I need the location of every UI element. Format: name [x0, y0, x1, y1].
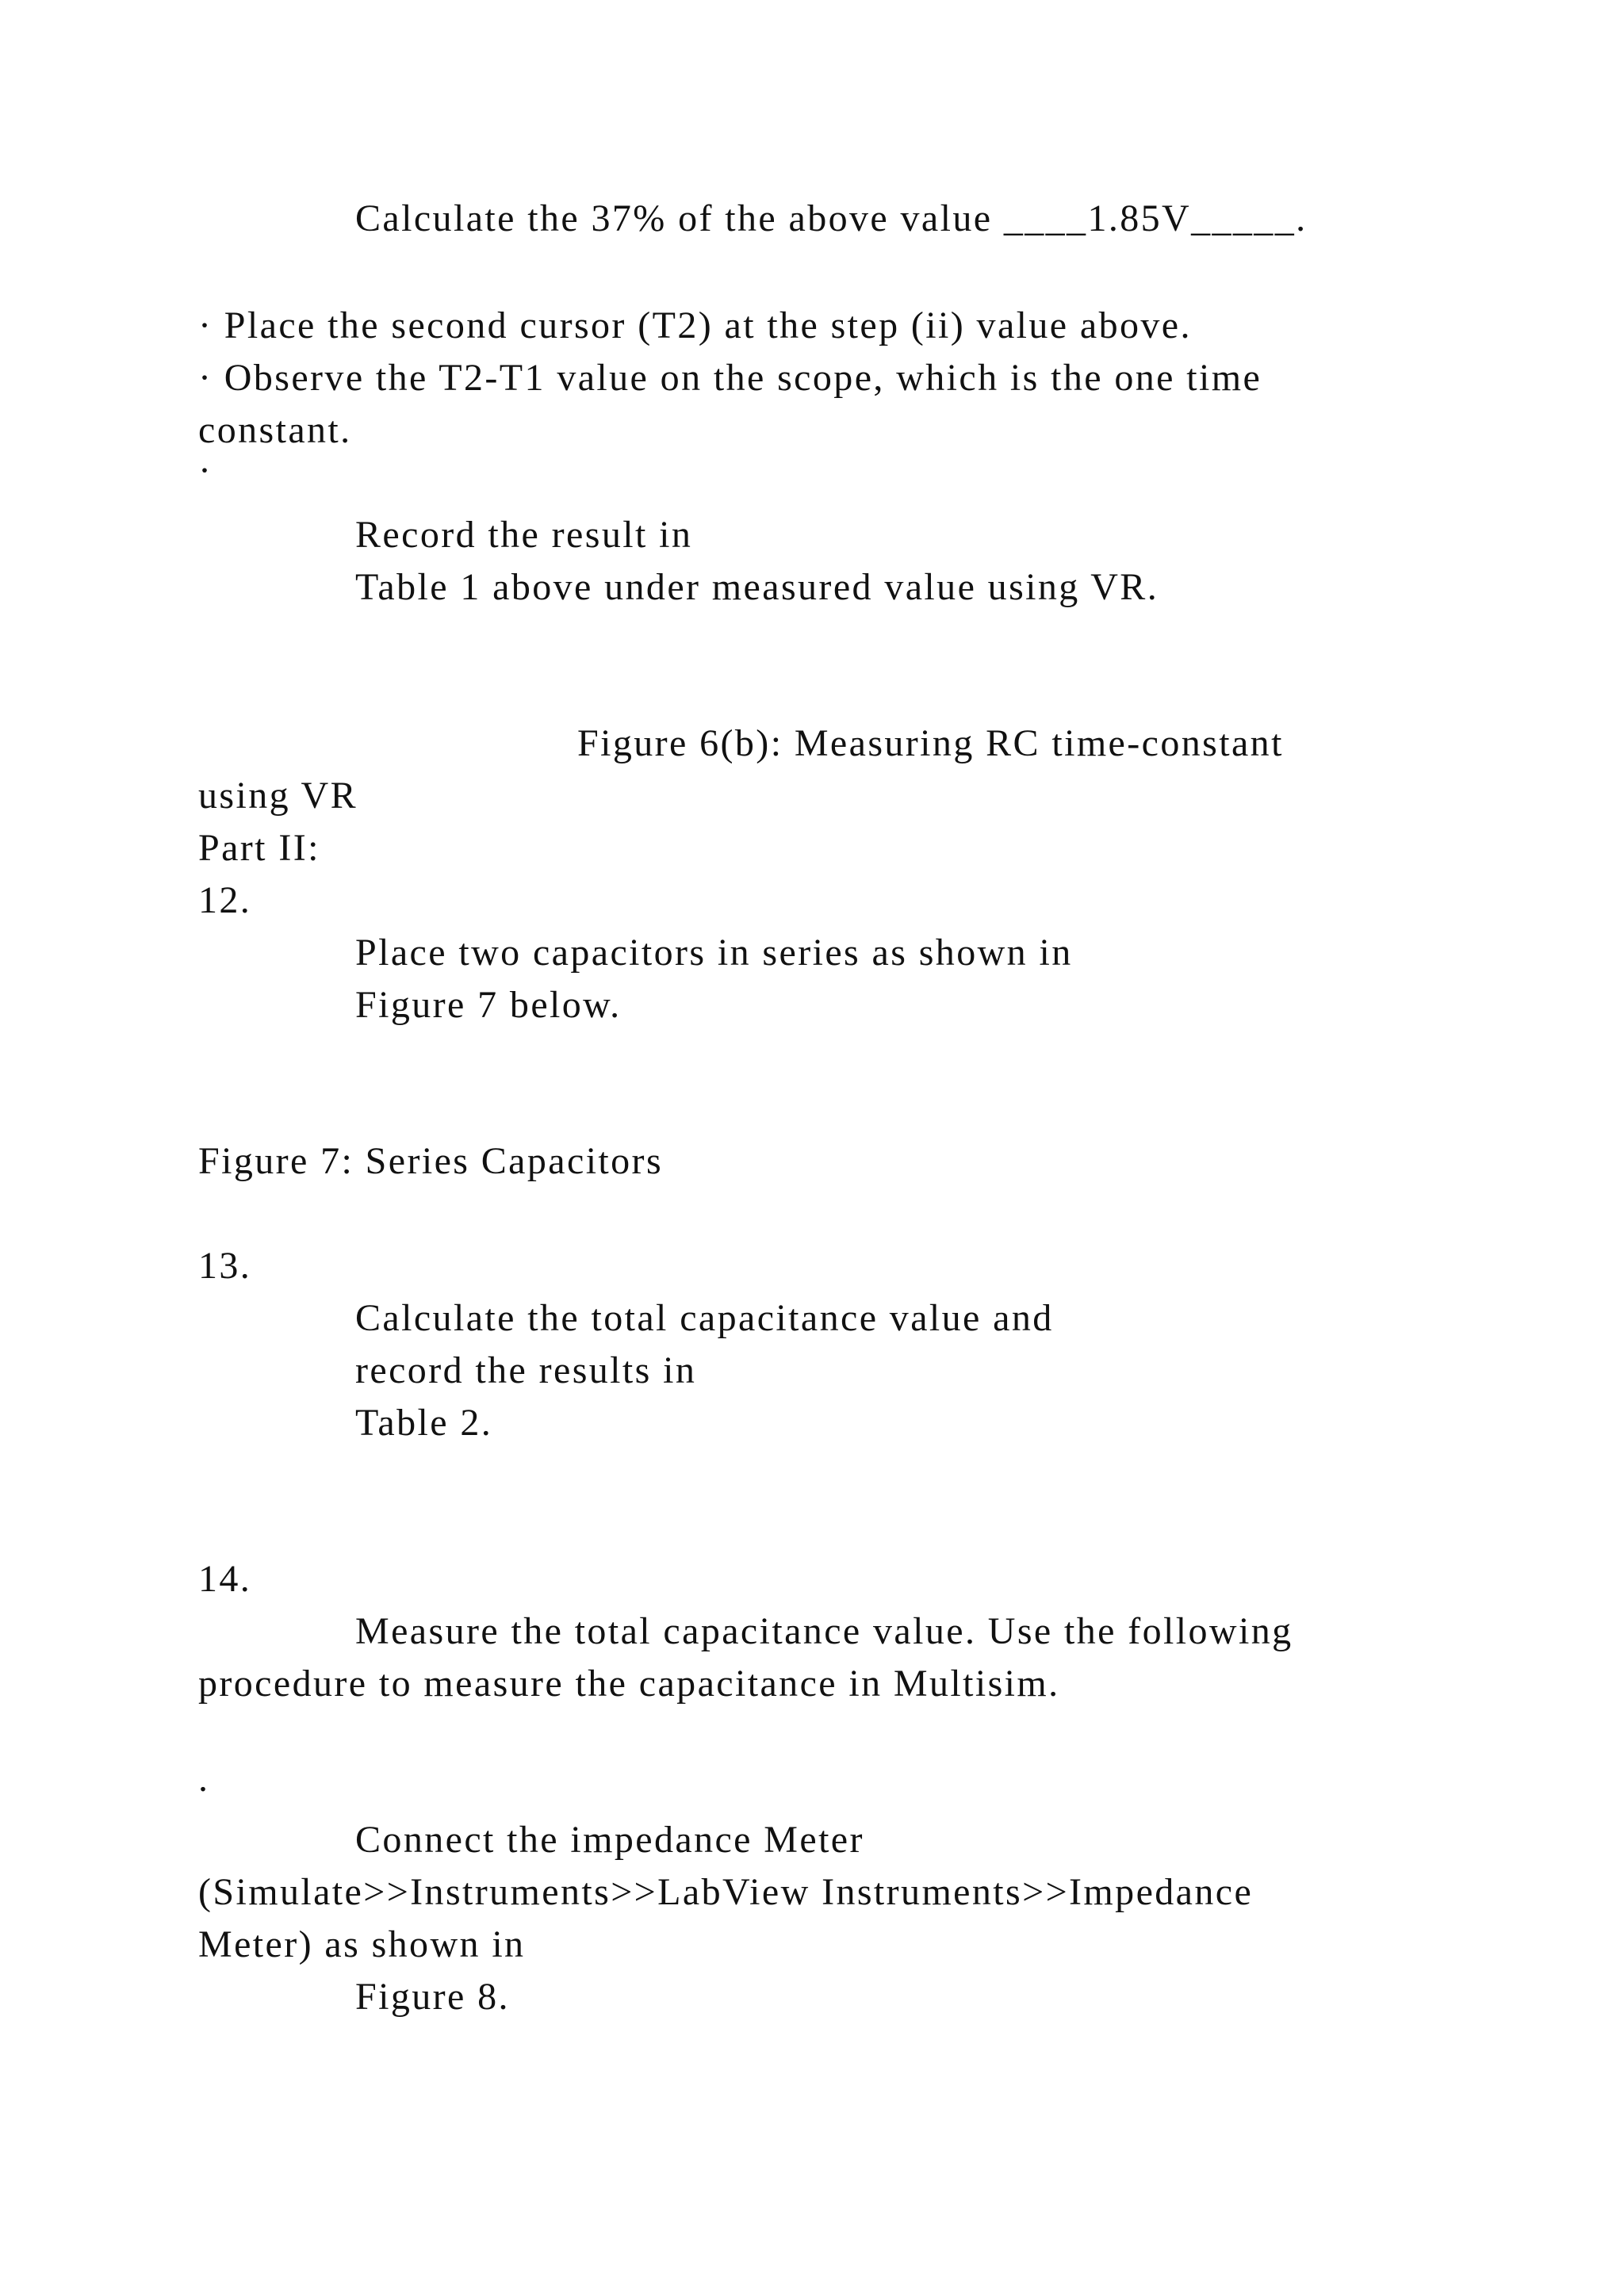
- step-13-text-line3: Table 2.: [355, 1402, 493, 1444]
- step-12-number: 12.: [198, 879, 252, 921]
- step-13-number: 13.: [198, 1245, 252, 1287]
- step-14-text-continuation: procedure to measure the capacitance in Multisim.: [198, 1663, 1060, 1705]
- step-14-text: Measure the total capacitance value. Use the following: [355, 1610, 1293, 1652]
- bullet-observe-continuation: constant.: [198, 409, 352, 451]
- step-12-text-continuation: Figure 7 below.: [355, 984, 622, 1026]
- figure-8-reference: Figure 8.: [355, 1976, 510, 2018]
- bullet-place-cursor: · Place the second cursor (T2) at the step (ii) value above.: [198, 304, 1192, 346]
- table1-line: Table 1 above under measured value using VR.: [355, 566, 1159, 608]
- bullet-marker: ·: [198, 450, 213, 492]
- step-13-text: Calculate the total capacitance value and: [355, 1297, 1054, 1339]
- figure-6b-caption-continuation: using VR: [198, 775, 358, 817]
- impedance-meter-continuation: Meter) as shown in: [198, 1923, 526, 1965]
- figure-7-caption: Figure 7: Series Capacitors: [198, 1140, 664, 1182]
- bullet-observe-t2-t1: · Observe the T2-T1 value on the scope, which is the one time: [198, 357, 1262, 399]
- part-ii-heading: Part II:: [198, 827, 320, 869]
- step-12-text: Place two capacitors in series as shown in: [355, 932, 1073, 974]
- sub-bullet-marker: .: [198, 1758, 210, 1800]
- impedance-meter-menu-path: (Simulate>>Instruments>>LabView Instruments>>Impedance: [198, 1871, 1254, 1913]
- step-14-number: 14.: [198, 1558, 252, 1600]
- calc-37-percent-line: Calculate the 37% of the above value ____1.85V_____.: [355, 197, 1308, 239]
- step-13-text-line2: record the results in: [355, 1349, 697, 1391]
- figure-6b-caption: Figure 6(b): Measuring RC time-constant: [577, 722, 1284, 764]
- record-result-line: Record the result in: [355, 514, 693, 556]
- impedance-meter-line: Connect the impedance Meter: [355, 1819, 864, 1861]
